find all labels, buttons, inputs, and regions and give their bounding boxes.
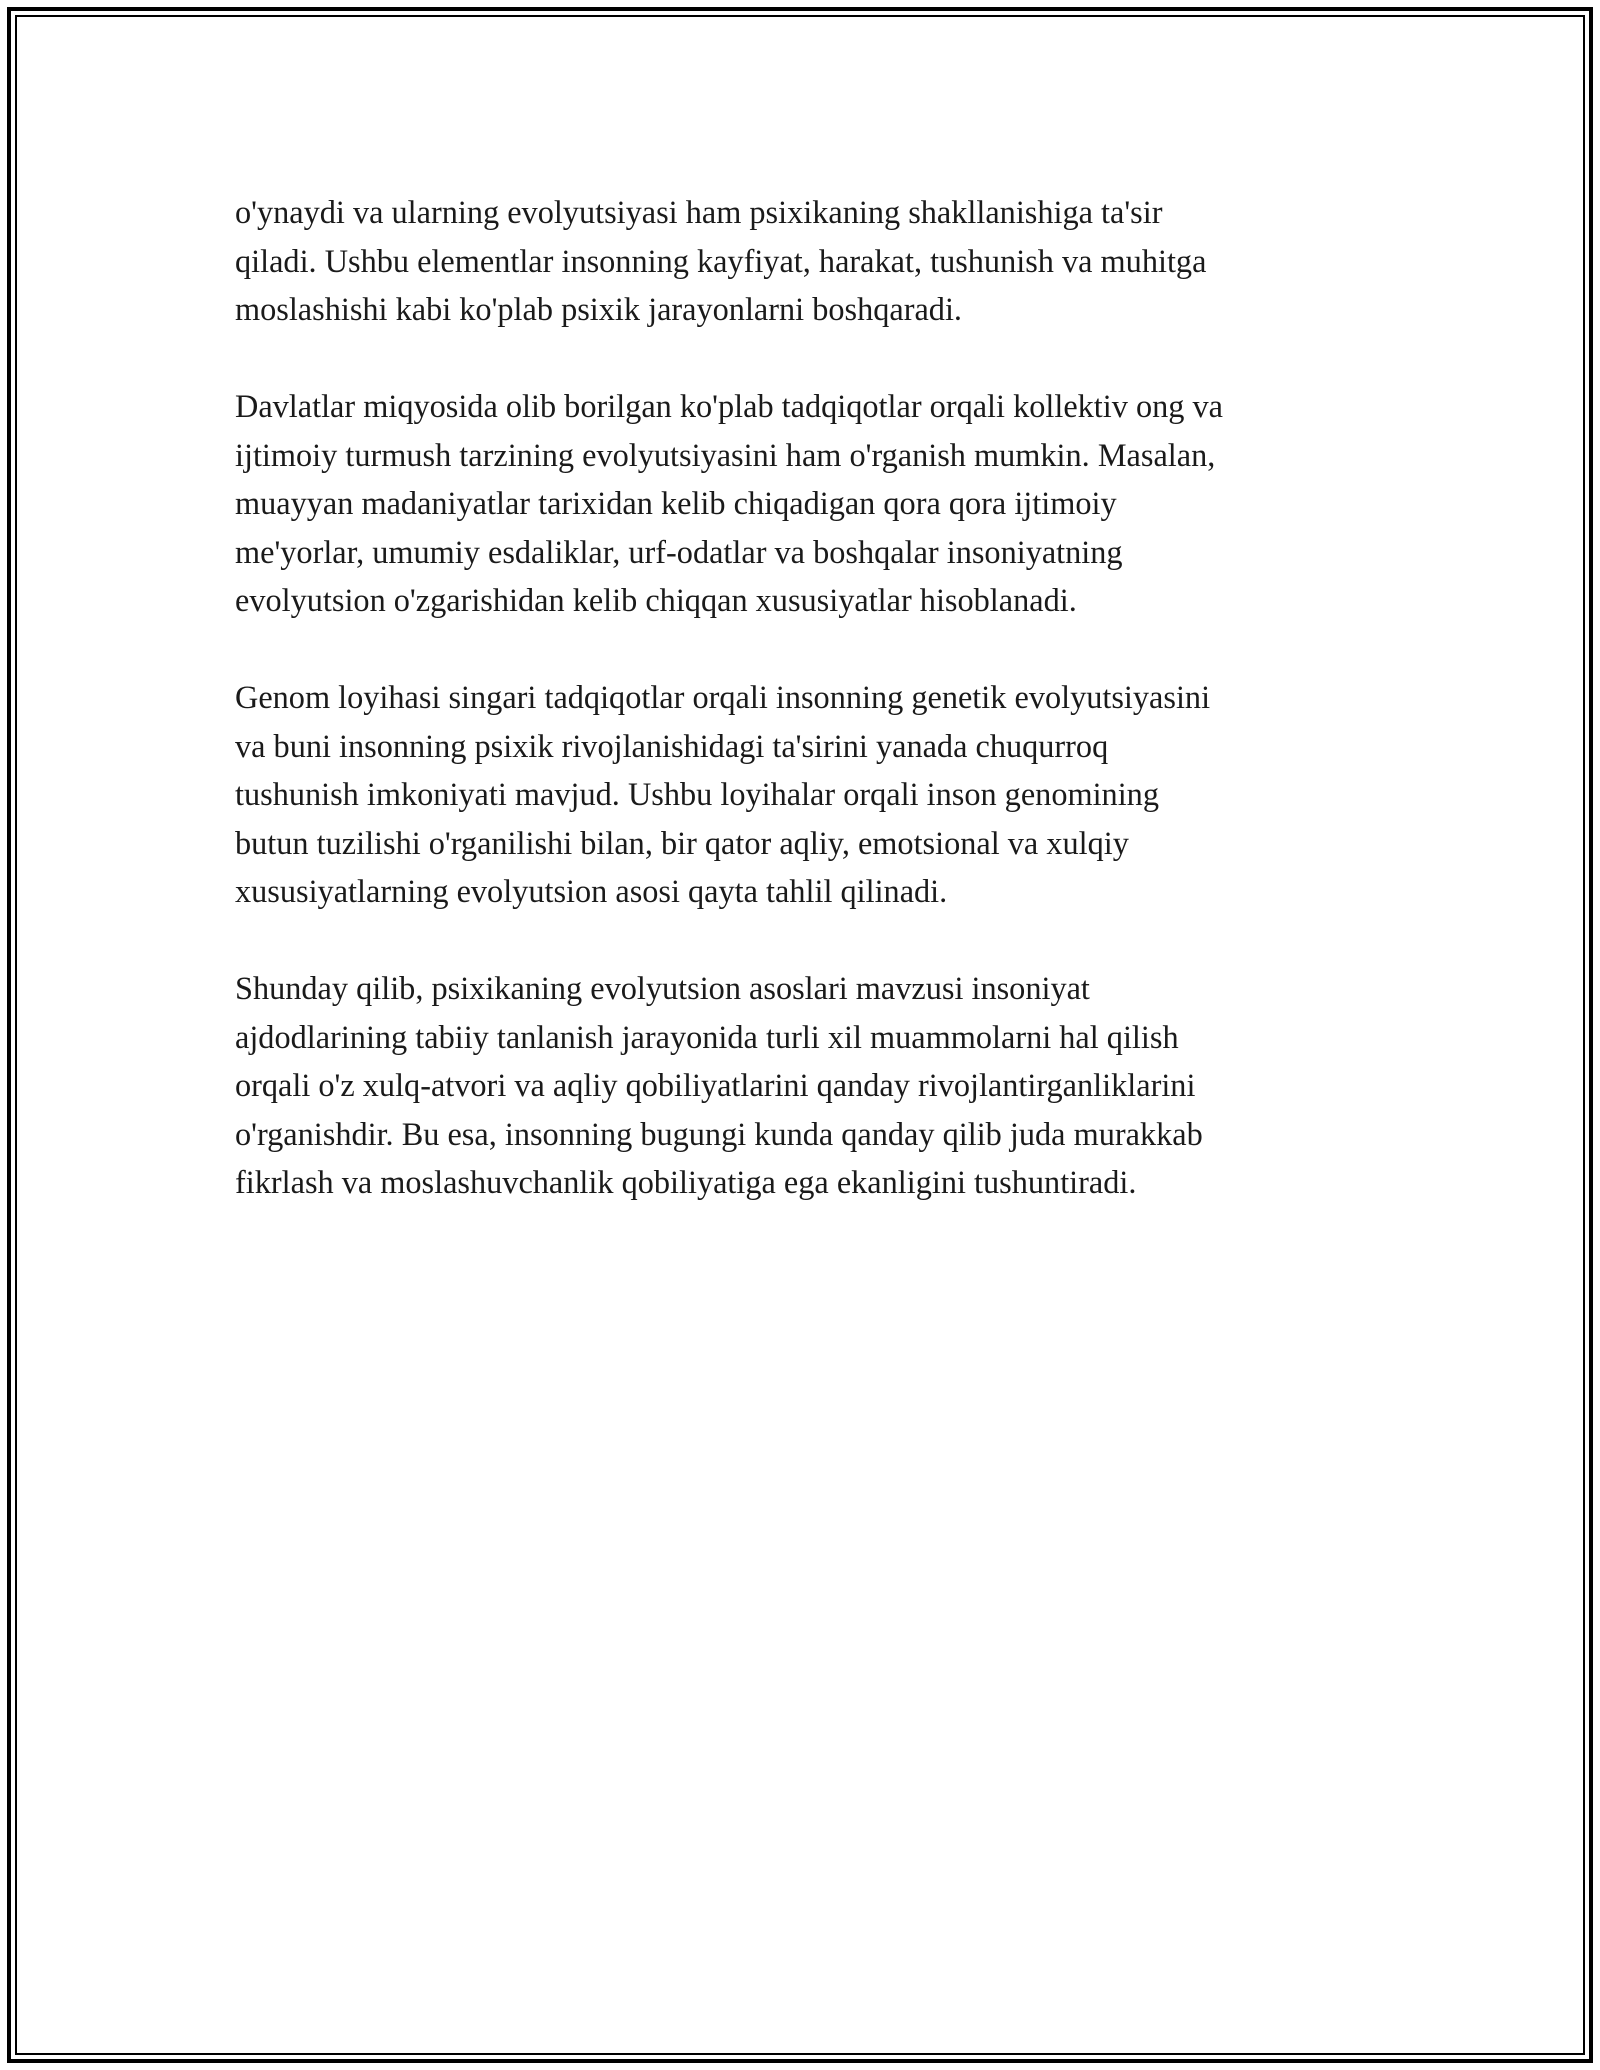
text-line: qiladi. Ushbu elementlar insonning kayfiyat, harakat, tushunish va muhitga	[235, 242, 1207, 279]
text-line: butun tuzilishi o'rganilishi bilan, bir qator aqliy, emotsional va xulqiy	[235, 824, 1129, 861]
text-line: ijtimoiy turmush tarzining evolyutsiyasini ham o'rganish mumkin. Masalan,	[235, 436, 1216, 473]
paragraph-4	[235, 964, 1380, 1207]
text-line: Genom loyihasi singari tadqiqotlar orqali insonning genetik evolyutsiyasini	[235, 679, 1211, 715]
paragraph-2	[235, 382, 1380, 625]
paragraph-3	[235, 673, 1380, 916]
text-line: ajdodlarining tabiiy tanlanish jarayonida turli xil muammolarni hal qilish	[235, 1018, 1179, 1055]
text-line: Davlatlar miqyosida olib borilgan ko'plab tadqiqotlar orqali kollektiv ong va	[235, 388, 1223, 424]
text-line: Shunday qilib, psixikaning evolyutsion asoslari mavzusi insoniyat	[235, 970, 1090, 1006]
text-line: o'ynaydi va ularning evolyutsiyasi ham psixikaning shakllanishiga ta'sir	[235, 194, 1163, 230]
text-line: me'yorlar, umumiy esdaliklar, urf-odatlar va boshqalar insoniyatning	[235, 533, 1123, 570]
text-line: va buni insonning psixik rivojlanishidagi ta'sirini yanada chuqurroq	[235, 727, 1109, 764]
paragraph-1	[235, 188, 1380, 334]
text-line: muayyan madaniyatlar tarixidan kelib chiqadigan qora qora ijtimoiy	[235, 485, 1117, 521]
document-body	[235, 188, 1380, 1255]
text-line: moslashishi kabi ko'plab psixik jarayonlarni boshqaradi.	[235, 291, 962, 327]
text-line: xususiyatlarning evolyutsion asosi qayta tahlil qilinadi.	[235, 873, 948, 909]
text-line: orqali o'z xulq-atvori va aqliy qobiliyatlarini qanday rivojlantirganliklarini	[235, 1067, 1196, 1103]
text-line: o'rganishdir. Bu esa, insonning bugungi kunda qanday qilib juda murakkab	[235, 1115, 1203, 1152]
text-line: tushunish imkoniyati mavjud. Ushbu loyihalar orqali inson genomining	[235, 776, 1159, 812]
text-line: fikrlash va moslashuvchanlik qobiliyatiga ega ekanligini tushuntiradi.	[235, 1164, 1137, 1200]
text-line: evolyutsion o'zgarishidan kelib chiqqan xususiyatlar hisoblanadi.	[235, 582, 1077, 618]
